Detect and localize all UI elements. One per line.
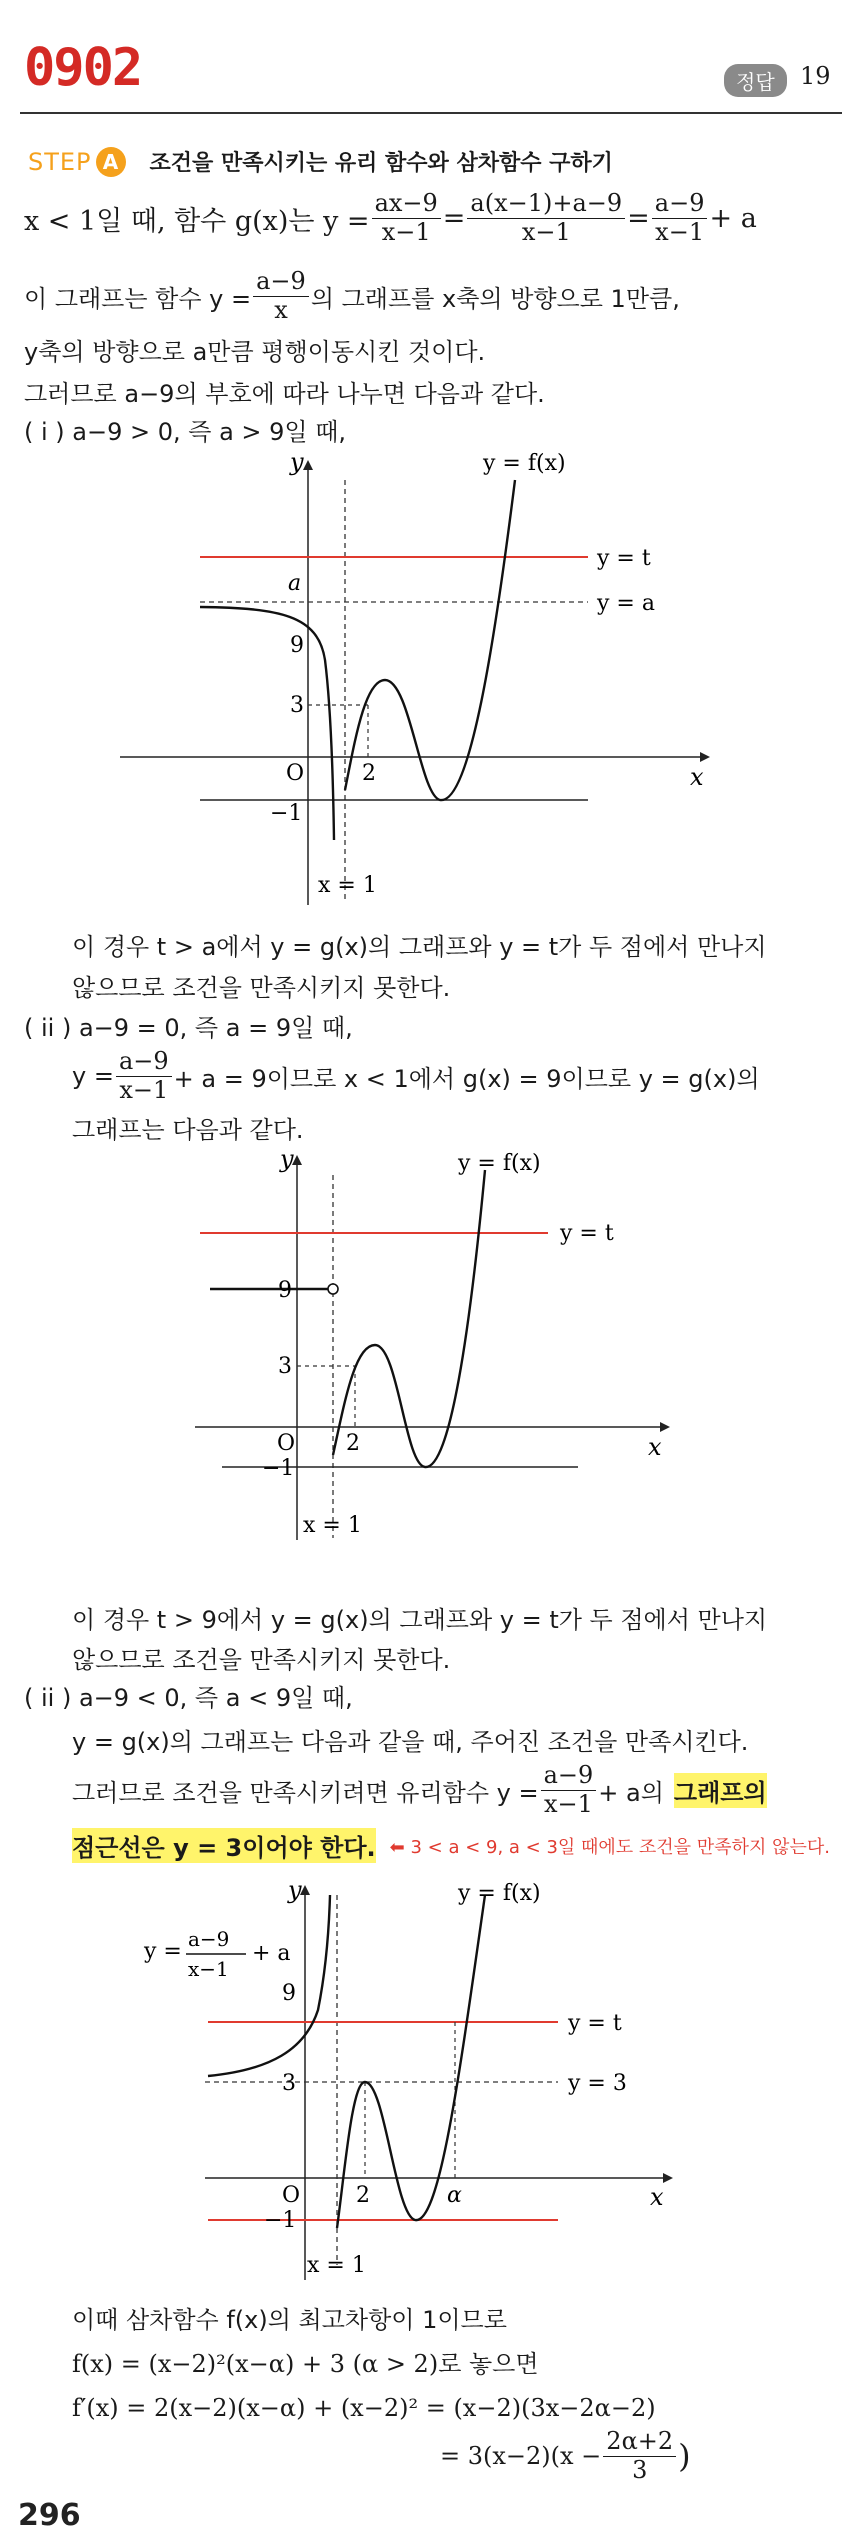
tick-3: 3 [282, 2071, 296, 2096]
case-2-conclusion-2: 않으므로 조건을 만족시키지 못한다. [72, 1646, 451, 1674]
label-gx-y: y = [144, 1939, 182, 1964]
text-y-eq: y = [72, 1062, 114, 1091]
highlight-asymptote: 점근선은 y = 3이어야 한다. [72, 1828, 376, 1863]
fraction-base: $\frac{a-9}{x}$ [253, 268, 309, 324]
tick-3: 3 [278, 1354, 292, 1379]
x-axis-arrow [660, 1422, 670, 1432]
text-plus-a: + a [709, 202, 757, 234]
side-note: ⬅ 3 < a < 9, a < 3일 때에도 조건을 만족하지 않는다. [389, 1836, 830, 1858]
cubic-curve [345, 480, 515, 800]
step-heading [28, 146, 613, 177]
fraction-1: $\frac{ax-9}{x-1}$ [372, 190, 441, 246]
problem-number: 0902 [24, 38, 142, 98]
y-axis-arrow [303, 460, 313, 470]
tick-9: 9 [290, 633, 304, 658]
label-fx: y = f(x) [483, 451, 566, 476]
tick-alpha: α [447, 2183, 462, 2208]
case-3-asymptote-line [72, 1828, 830, 1863]
rational-branch [200, 607, 334, 840]
x-axis-arrow [700, 752, 710, 762]
fraction-2: $\frac{a(x-1)+a-9}{x-1}$ [467, 190, 625, 246]
label-gx-num: a−9 [188, 1927, 230, 1951]
case-3-heading: ( ii ) a−9 < 0, 즉 a < 9일 때, [24, 1684, 353, 1712]
derivative-line-2 [440, 2428, 691, 2484]
label-x1: x = 1 [303, 1513, 362, 1538]
x-axis-label: x [648, 1433, 662, 1461]
case-1-heading: ( i ) a−9 > 0, 즉 a > 9일 때, [24, 418, 347, 446]
step-title: 조건을 만족시키는 유리 함수와 삼차함수 구하기 [149, 151, 613, 176]
case-2-equation [72, 1048, 760, 1104]
highlight-graph: 그래프의 [674, 1773, 767, 1808]
tick-9: 9 [282, 1981, 296, 2006]
text-eq2: = [627, 202, 650, 234]
tick-minus1: −1 [262, 1456, 295, 1481]
tick-minus1: −1 [270, 801, 303, 826]
label-ya: y = a [597, 591, 655, 616]
case-3-requirement [72, 1762, 767, 1818]
origin-label: O [277, 1431, 296, 1456]
graph-case-2 [0, 1140, 864, 1560]
text-rational-req: 그러므로 조건을 만족시키려면 유리함수 y = [72, 1778, 539, 1807]
open-point [328, 1284, 338, 1294]
answer-badge: 정답 [724, 64, 787, 97]
text-plus-a-of: + a의 [598, 1778, 664, 1807]
cubic-curve [333, 1170, 485, 1467]
graph-case-3 [0, 1870, 864, 2290]
fraction-case3: $\frac{a-9}{x-1}$ [541, 1762, 597, 1818]
tick-3: 3 [290, 693, 304, 718]
y-axis-label: y [290, 448, 304, 476]
x-axis-label: x [690, 763, 704, 791]
x-axis-label: x [650, 2183, 664, 2211]
step-label: STEP [28, 147, 92, 176]
rational-branch [208, 1895, 330, 2076]
line-shift-y: y축의 방향으로 a만큼 평행이동시킨 것이다. [24, 338, 486, 366]
line-translation [24, 268, 680, 324]
text-derivative-factored: = 3(x−2)(x − [440, 2442, 602, 2471]
label-gx-plus-a: + a [252, 1941, 291, 1966]
case-2-conclusion-1: 이 경우 t > 9에서 y = g(x)의 그래프와 y = t가 두 점에서 만나지 [72, 1606, 768, 1634]
label-yt: y = t [568, 2011, 622, 2036]
origin-label: O [282, 2183, 301, 2208]
text-shift-x: 의 그래프를 x축의 방향으로 1만큼, [310, 284, 680, 313]
tick-2: 2 [362, 761, 376, 786]
x-axis-arrow [663, 2173, 673, 2183]
y-axis-label: y [280, 1145, 294, 1173]
origin-label: O [286, 761, 305, 786]
tick-minus1: −1 [264, 2208, 297, 2233]
header-rule [20, 112, 842, 114]
text-eq: = [442, 202, 466, 234]
y-axis-label: y [288, 1876, 302, 1904]
cubic-leading-coefficient: 이때 삼차함수 f(x)의 최고차항이 1이므로 [72, 2306, 507, 2334]
label-fx: y = f(x) [458, 1151, 541, 1176]
line-sign-split: 그러므로 a−9의 부호에 따라 나누면 다음과 같다. [24, 380, 545, 408]
cubic-form: f(x) = (x−2)²(x−α) + 3 (α > 2)로 놓으면 [72, 2350, 539, 2378]
answer-value: 19 [800, 62, 831, 90]
fraction-critical: $\frac{2\alpha+2}{3}$ [603, 2428, 676, 2484]
case-1-conclusion-1: 이 경우 t > a에서 y = g(x)의 그래프와 y = t가 두 점에서 만나지 [72, 933, 767, 961]
tick-2: 2 [356, 2183, 370, 2208]
case-1-conclusion-2: 않으므로 조건을 만족시키지 못한다. [72, 974, 451, 1002]
text-close-paren: ) [678, 2437, 691, 2476]
text-graph-of: 이 그래프는 함수 y = [24, 284, 252, 313]
derivative-line-1: f′(x) = 2(x−2)(x−α) + (x−2)² = (x−2)(3x−2α−2) [72, 2394, 656, 2422]
graph-case-1 [0, 440, 864, 920]
case-2-graph-intro: 그래프는 다음과 같다. [72, 1116, 304, 1144]
case-2-heading: ( ii ) a−9 = 0, 즉 a = 9일 때, [24, 1014, 353, 1042]
text-case2-gx9: + a = 9이므로 x < 1에서 g(x) = 9이므로 y = g(x)의 [173, 1064, 760, 1093]
fraction-3: $\frac{a-9}{x-1}$ [652, 190, 708, 246]
tick-2: 2 [346, 1431, 360, 1456]
page-number: 296 [18, 2498, 81, 2533]
line-gx-definition [24, 190, 757, 246]
label-yt: y = t [597, 546, 651, 571]
fraction-case2: $\frac{a-9}{x-1}$ [116, 1048, 172, 1104]
label-yt: y = t [560, 1221, 614, 1246]
label-gx-den: x−1 [188, 1957, 229, 1981]
label-y3: y = 3 [568, 2071, 627, 2096]
step-letter-badge: A [96, 147, 126, 177]
label-x1: x = 1 [318, 873, 377, 898]
text-gx: x < 1일 때, 함수 g(x)는 y = [24, 205, 370, 237]
tick-9: 9 [278, 1278, 292, 1303]
case-3-condition: y = g(x)의 그래프는 다음과 같을 때, 주어진 조건을 만족시킨다. [72, 1728, 749, 1756]
label-fx: y = f(x) [458, 1881, 541, 1906]
label-x1: x = 1 [307, 2253, 366, 2278]
tick-a: a [288, 571, 302, 596]
